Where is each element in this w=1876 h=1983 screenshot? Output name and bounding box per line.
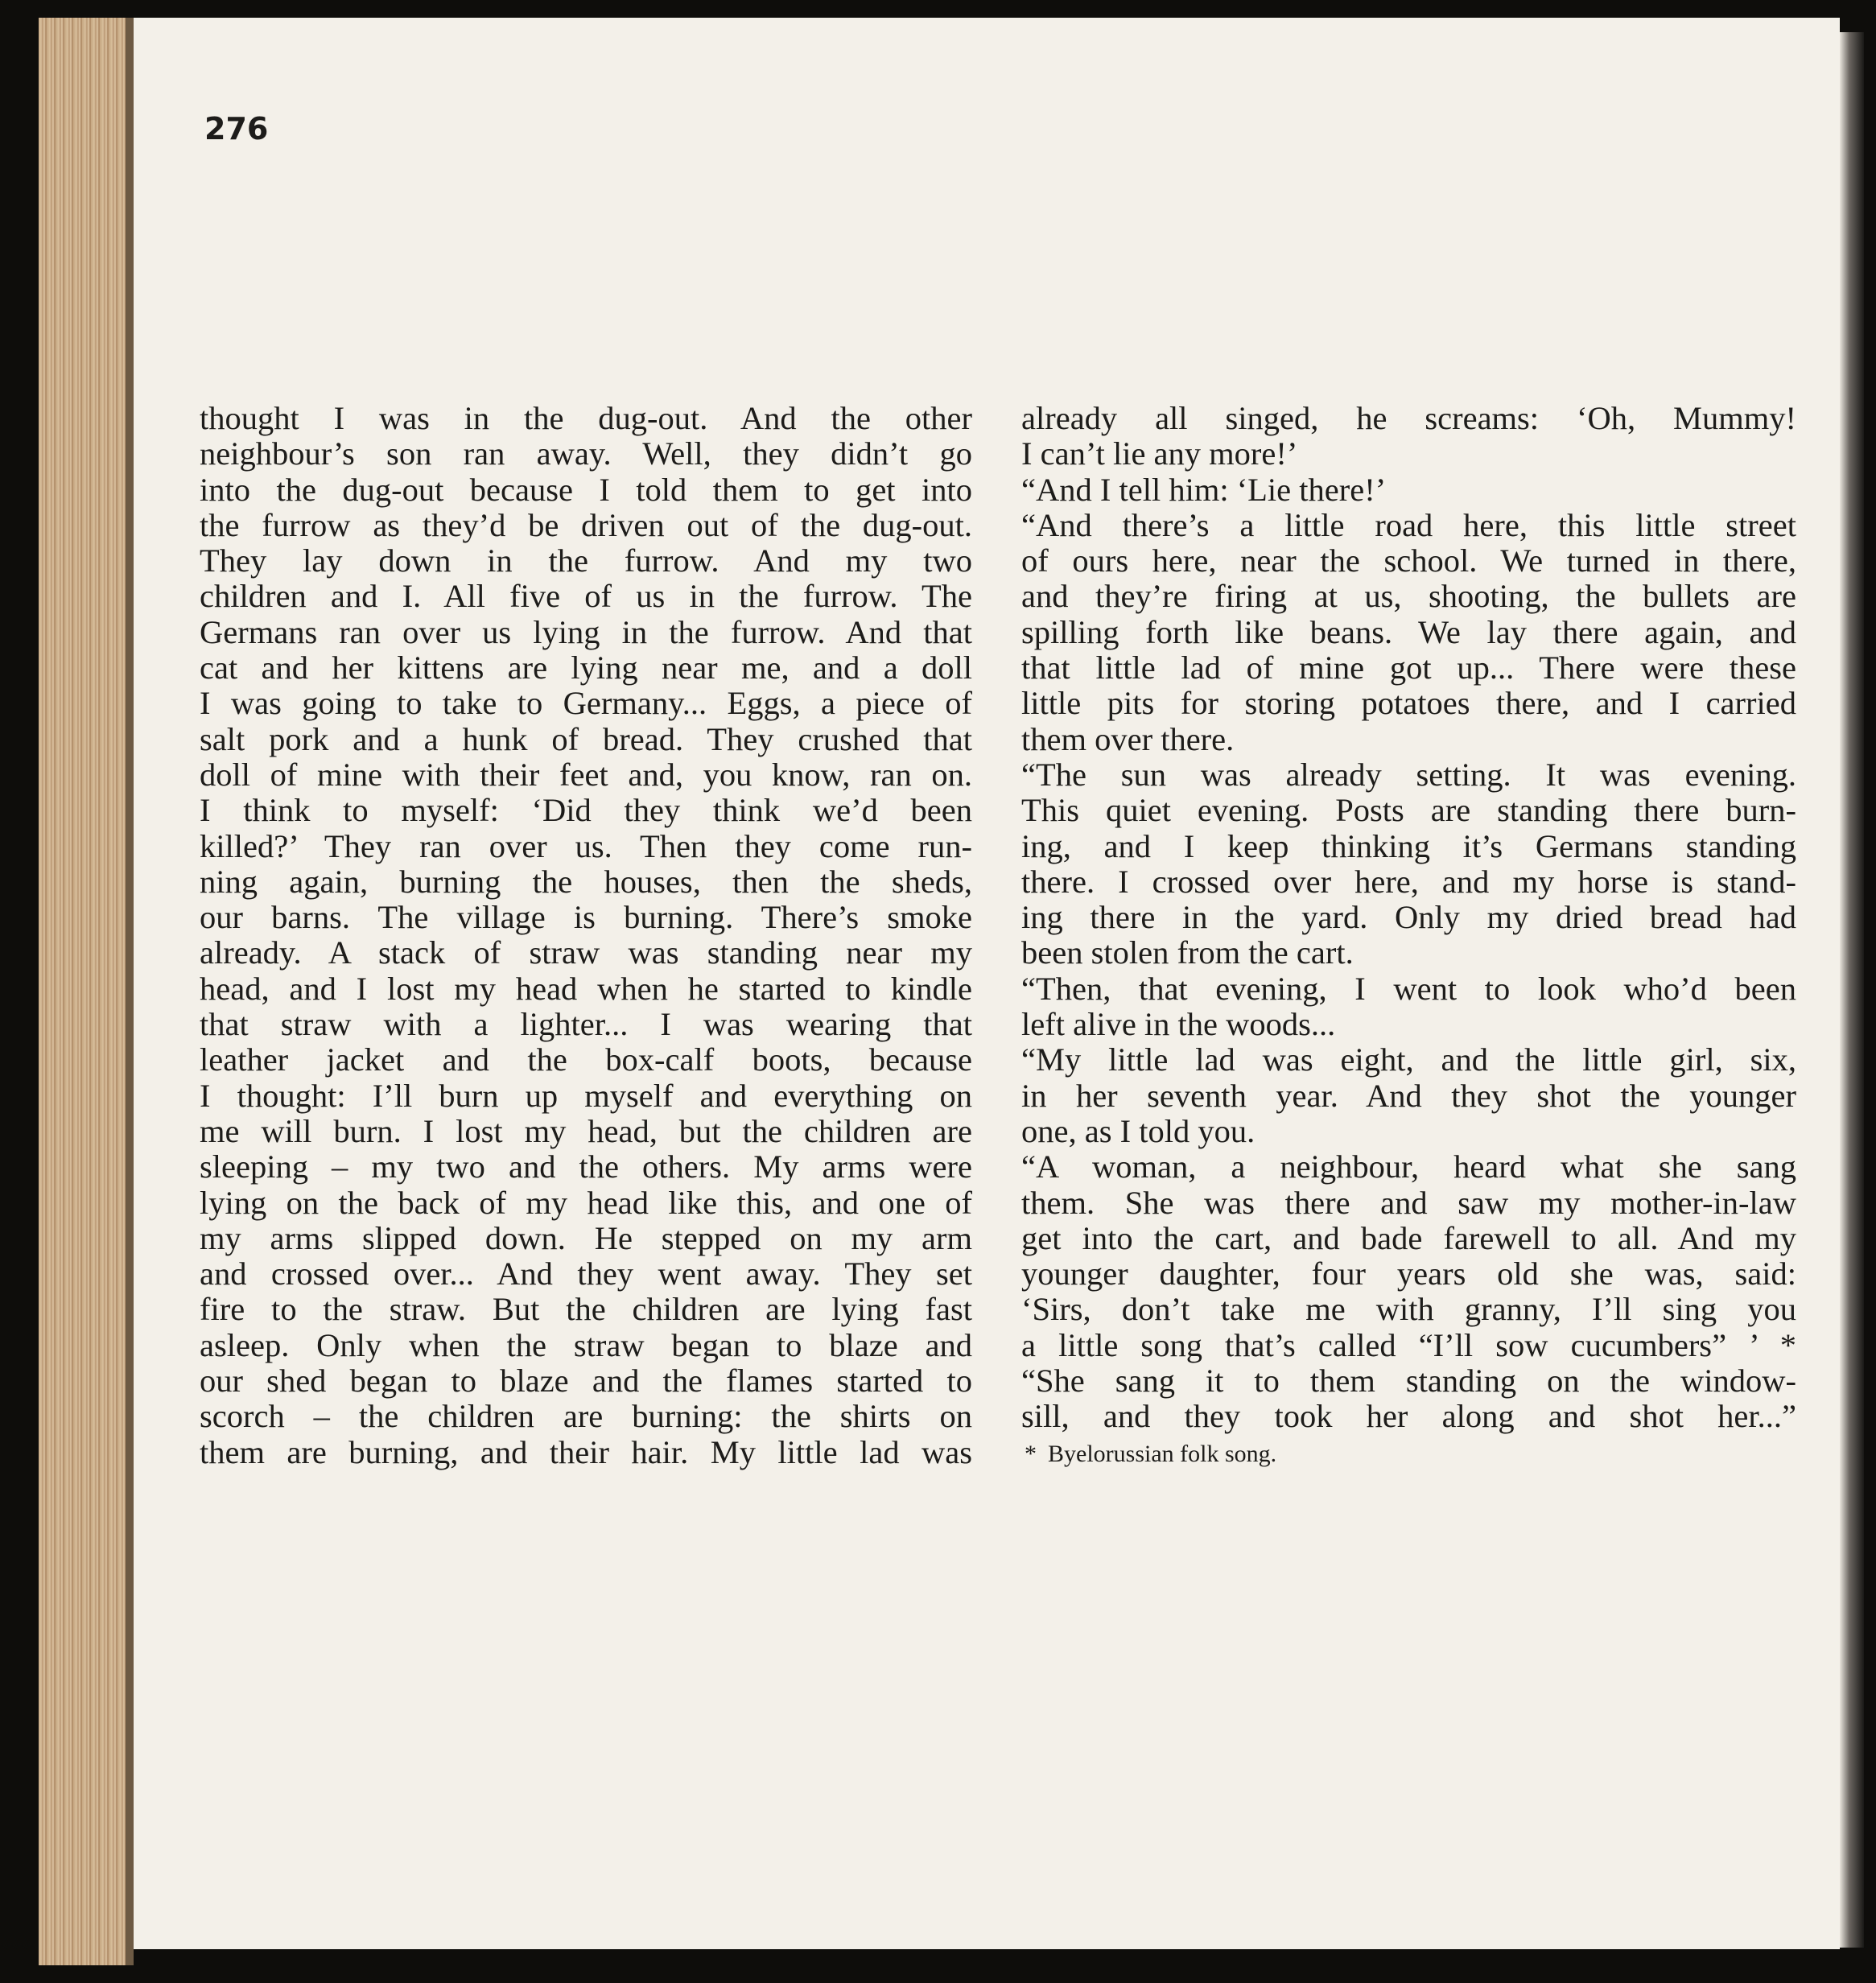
text-line: them. She was there and saw my mother-in-law bbox=[1021, 1184, 1796, 1221]
text-line: I was going to take to Germany... Eggs, a piece of bbox=[200, 685, 972, 722]
text-line: They lay down in the furrow. And my two bbox=[200, 542, 972, 579]
text-line: ning again, burning the houses, then the sheds, bbox=[200, 863, 972, 900]
text-line: in her seventh year. And they shot the younger bbox=[1021, 1077, 1796, 1114]
text-line: doll of mine with their feet and, you know, ran on. bbox=[200, 756, 972, 793]
text-line: cat and her kittens are lying near me, and a doll bbox=[200, 649, 972, 686]
text-line: This quiet evening. Posts are standing there burn- bbox=[1021, 792, 1796, 829]
footnote-marker: * bbox=[1025, 1440, 1037, 1467]
text-line: I think to myself: ‘Did they think we’d been bbox=[200, 792, 972, 829]
text-line: head, and I lost my head when he started to kindle bbox=[200, 970, 972, 1007]
text-line: “Then, that evening, I went to look who’d been bbox=[1021, 970, 1796, 1007]
text-line: that little lad of mine got up... There were these bbox=[1021, 649, 1796, 686]
right-text-column bbox=[1021, 401, 1796, 1470]
text-line: killed?’ They ran over us. Then they come run- bbox=[200, 827, 972, 864]
footnote bbox=[1021, 1438, 1796, 1470]
text-line: children and I. All five of us in the furrow. The bbox=[200, 578, 972, 615]
text-line: one, as I told you. bbox=[1021, 1112, 1255, 1149]
text-line: younger daughter, four years old she was, said: bbox=[1021, 1255, 1796, 1292]
text-line: thought I was in the dug-out. And the other bbox=[200, 400, 972, 436]
text-line: sleeping – my two and the others. My arms were bbox=[200, 1148, 972, 1185]
text-line: into the dug-out because I told them to get into bbox=[200, 471, 972, 508]
text-line: Germans ran over us lying in the furrow. And that bbox=[200, 613, 972, 650]
text-line: “The sun was already setting. It was evening. bbox=[1021, 756, 1796, 793]
text-line: “She sang it to them standing on the window- bbox=[1021, 1363, 1796, 1400]
text-line: my arms slipped down. He stepped on my arm bbox=[200, 1219, 972, 1256]
text-line: neighbour’s son ran away. Well, they didn’t go bbox=[200, 435, 972, 472]
text-line: spilling forth like beans. We lay there again, and bbox=[1021, 613, 1796, 650]
left-text-column bbox=[200, 401, 972, 1470]
text-line: get into the cart, and bade farewell to all. And my bbox=[1021, 1219, 1796, 1256]
text-line: salt pork and a hunk of bread. They crushed that bbox=[200, 720, 972, 757]
text-line: lying on the back of my head like this, and one of bbox=[200, 1184, 972, 1221]
text-line: I thought: I’ll burn up myself and everything on bbox=[200, 1077, 972, 1114]
text-line: “A woman, a neighbour, heard what she sang bbox=[1021, 1148, 1796, 1185]
text-line: and they’re firing at us, shooting, the bullets are bbox=[1021, 578, 1796, 615]
text-line: ing, and I keep thinking it’s Germans standing bbox=[1021, 827, 1796, 864]
text-line: ing there in the yard. Only my dried bread had bbox=[1021, 899, 1796, 936]
text-line: there. I crossed over here, and my horse is stand- bbox=[1021, 863, 1796, 900]
text-line: fire to the straw. But the children are lying fast bbox=[200, 1291, 972, 1328]
text-line: that straw with a lighter... I was wearing that bbox=[200, 1006, 972, 1043]
text-line: I can’t lie any more!’ bbox=[1021, 435, 1298, 472]
page-edges bbox=[39, 18, 134, 1965]
text-line: already. A stack of straw was standing near my bbox=[200, 934, 972, 971]
text-line: leather jacket and the box-calf boots, because bbox=[200, 1041, 972, 1078]
text-line: sill, and they took her along and shot her...” bbox=[1021, 1398, 1796, 1435]
text-line: scorch – the children are burning: the shirts on bbox=[200, 1398, 972, 1435]
text-line: our barns. The village is burning. There’s smoke bbox=[200, 899, 972, 936]
text-line: me will burn. I lost my head, but the children are bbox=[200, 1112, 972, 1149]
footnote-text: Byelorussian folk song. bbox=[1048, 1440, 1277, 1467]
text-line: our shed began to blaze and the flames started to bbox=[200, 1363, 972, 1400]
text-line: “And there’s a little road here, this little street bbox=[1021, 506, 1796, 543]
text-line: “And I tell him: ‘Lie there!’ bbox=[1021, 471, 1387, 508]
text-line: a little song that’s called “I’ll sow cucumbers” ’ * bbox=[1021, 1326, 1796, 1363]
text-line: left alive in the woods... bbox=[1021, 1006, 1336, 1043]
page-number: 276 bbox=[204, 111, 269, 146]
text-line: and crossed over... And they went away. They set bbox=[200, 1255, 972, 1292]
text-line: already all singed, he screams: ‘Oh, Mummy! bbox=[1021, 400, 1796, 436]
text-line: little pits for storing potatoes there, and I carried bbox=[1021, 685, 1796, 722]
text-line: been stolen from the cart. bbox=[1021, 934, 1354, 971]
text-line: of ours here, near the school. We turned in there, bbox=[1021, 542, 1796, 579]
text-line: “My little lad was eight, and the little girl, six, bbox=[1021, 1041, 1796, 1078]
text-line: asleep. Only when the straw began to blaze and bbox=[200, 1326, 972, 1363]
text-line: them are burning, and their hair. My little lad was bbox=[200, 1433, 972, 1470]
facing-page-edge bbox=[1840, 32, 1864, 1948]
text-line: them over there. bbox=[1021, 720, 1235, 757]
text-line: the furrow as they’d be driven out of the dug-out. bbox=[200, 506, 972, 543]
text-line: ‘Sirs, don’t take me with granny, I’ll sing you bbox=[1021, 1291, 1796, 1328]
